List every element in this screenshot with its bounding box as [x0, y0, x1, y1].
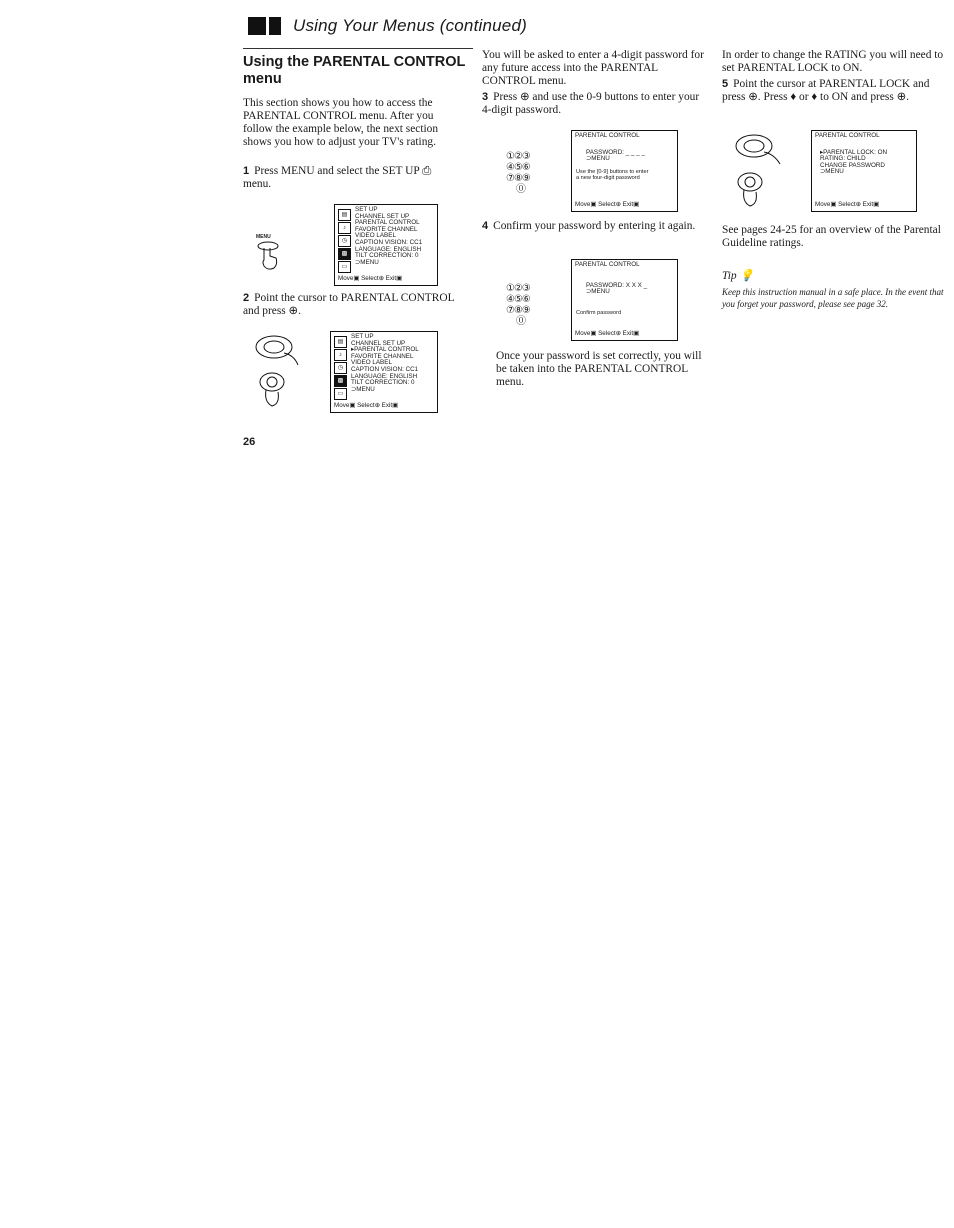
- section-intro: This section shows you how to access the PARENTAL CONTROL menu. After you follow the example below, the next section shows you how to adjust your TV's rating.: [243, 97, 439, 148]
- setup-icon: ▩: [334, 375, 347, 387]
- osd-setup-menu-1: ▤ ♪ ◷ ▩ ▭ SET UP CHANNEL SET UP PARENTAL CONTROL FAVORITE CHANNEL VIDEO LABEL CAPTION VISION: CC1 LANGUAGE: ENGLISH TILT CORRECTION: 0 ⊃MENU Move▣ Select⊕ Exit▣: [334, 204, 438, 286]
- picture-icon: ▤: [338, 209, 351, 221]
- osd-password-1: PARENTAL CONTROL PASSWORD: _ _ _ _ ⊃MENU Use the [0-9] buttons to enter a new four-digit password Move▣ Select⊕ Exit▣: [571, 130, 678, 212]
- header-blocks-icon: [248, 17, 281, 35]
- step-5: 5 Point the cursor at PARENTAL LOCK and press ⊕. Press ♦ or ♦ to ON and press ⊕.: [722, 78, 930, 103]
- menu-button-label: MENU: [256, 234, 271, 240]
- step-1: 1 Press MENU and select the SET UP ⎙ menu.: [243, 165, 432, 190]
- page-header: [248, 14, 527, 38]
- step-5-intro: In order to change the RATING you will need to set PARENTAL LOCK to ON.: [722, 49, 944, 74]
- tip-text: Keep this instruction manual in a safe place. In the event that you forget your password, please see page 32.: [722, 287, 944, 309]
- timer-icon: ◷: [334, 362, 347, 374]
- after-confirm-text: Once your password is set correctly, you will be taken into the PARENTAL CONTROL menu.: [496, 350, 702, 388]
- video-icon: ▭: [338, 261, 351, 273]
- number-keypad-1: ①②③ ④⑤⑥ ⑦⑧⑨ ⓪: [506, 151, 530, 195]
- see-pages-text: See pages 24-25 for an overview of the Parental Guideline ratings.: [722, 224, 941, 249]
- header-title: Using Your Menus (continued): [293, 16, 527, 35]
- joystick-hand-icon: [734, 132, 786, 168]
- setup-icon: ▩: [338, 248, 351, 260]
- lightbulb-icon: 💡: [739, 270, 754, 282]
- joystick-hand-icon: [254, 333, 304, 369]
- number-keypad-2: ①②③ ④⑤⑥ ⑦⑧⑨ ⓪: [506, 283, 530, 327]
- audio-icon: ♪: [334, 349, 347, 361]
- press-hand-icon: [258, 372, 286, 408]
- timer-icon: ◷: [338, 235, 351, 247]
- press-hand-icon: [736, 172, 764, 208]
- audio-icon: ♪: [338, 222, 351, 234]
- hand-press-icon: [256, 240, 282, 272]
- password-intro: You will be asked to enter a 4-digit password for any future access into the PARENTAL CONTROL menu.: [482, 49, 704, 87]
- osd-setup-menu-2: ▤ ♪ ◷ ▩ ▭ SET UP CHANNEL SET UP ▸PARENTAL CONTROL FAVORITE CHANNEL VIDEO LABEL CAPTION VISION: CC1 LANGUAGE: ENGLISH TILT CORRECTION: 0 ⊃MENU Move▣ Select⊕ Exit▣: [330, 331, 438, 413]
- tip-heading: Tip 💡: [722, 270, 754, 282]
- step-3: 3 Press ⊕ and use the 0-9 buttons to enter your 4-digit password.: [482, 91, 700, 116]
- section-title: Using the PARENTAL CONTROL menu: [243, 54, 466, 87]
- step-2: 2 Point the cursor to PARENTAL CONTROL and press ⊕.: [243, 292, 455, 317]
- step-4: 4 Confirm your password by entering it again.: [482, 220, 696, 232]
- video-icon: ▭: [334, 388, 347, 400]
- osd-parental-control: PARENTAL CONTROL ▸PARENTAL LOCK: ON RATING: CHILD CHANGE PASSWORD ⊃MENU Move▣ Select⊕ Exit▣: [811, 130, 917, 212]
- osd-password-2: PARENTAL CONTROL PASSWORD: X X X _ ⊃MENU Confirm password Move▣ Select⊕ Exit▣: [571, 259, 678, 341]
- section-rule: [243, 48, 473, 49]
- picture-icon: ▤: [334, 336, 347, 348]
- page-number: 26: [243, 436, 256, 448]
